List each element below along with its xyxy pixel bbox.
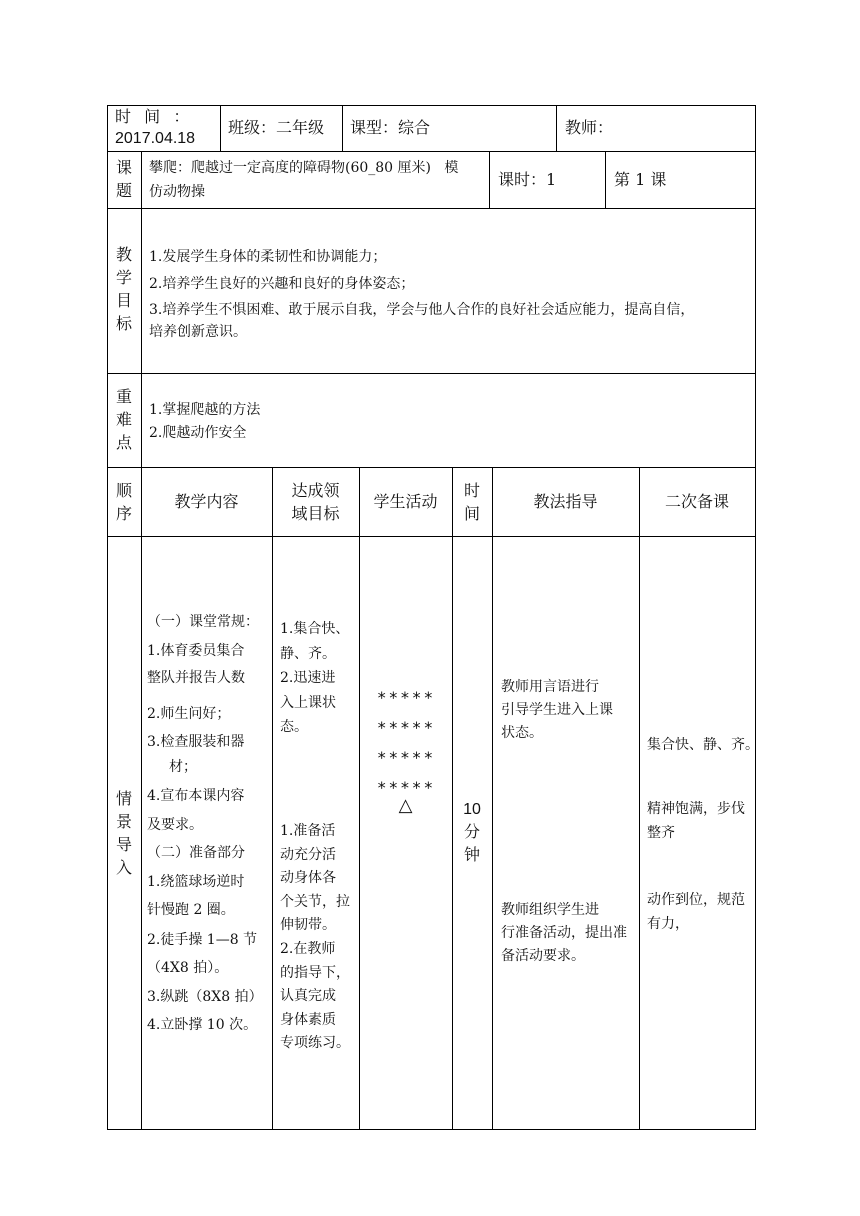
- cell-divider: [342, 105, 343, 151]
- section-name: 情 景 导 入: [115, 789, 132, 877]
- content-line: 整队并报告人数: [147, 670, 245, 686]
- table-border-top: [107, 105, 756, 106]
- cell-divider: [272, 467, 273, 1129]
- goals-label: 教 学 目 标: [115, 245, 132, 333]
- content-line: （4X8 拍）。: [147, 960, 229, 976]
- content-line: 2.徒手操 1—8 节: [147, 932, 258, 948]
- content-line: 针慢跑 2 圈。: [147, 902, 235, 918]
- lesson-type-label: 课型：综合: [350, 118, 431, 137]
- content-line: 2.师生问好；: [147, 706, 231, 722]
- content-line: （二）准备部分: [147, 845, 245, 861]
- cell-divider: [492, 467, 493, 1129]
- content-line: 3.纵跳（8X8 拍）: [147, 989, 263, 1005]
- content-line: 4.立卧撑 10 次。: [147, 1017, 258, 1033]
- cell-divider: [489, 151, 490, 208]
- class-label: 班级：二年级: [228, 118, 325, 137]
- lesson-number: 第 1 课: [614, 170, 667, 189]
- goal-item: 培养创新意识。: [149, 324, 247, 340]
- prep-note-1: 集合快、静、齐。: [647, 737, 759, 753]
- cell-divider: [141, 151, 142, 467]
- keypoint-item: 1.掌握爬越的方法: [149, 402, 261, 418]
- content-line: 及要求。: [147, 817, 203, 833]
- row-divider: [107, 208, 756, 209]
- cell-divider: [605, 151, 606, 208]
- duration: 10 分 钟: [463, 801, 481, 864]
- method-block-1: 教师用言语进行 引导学生进入上课 状态。: [501, 679, 613, 741]
- method-block-2: 教师组织学生进 行准备活动，提出准 备活动要求。: [501, 902, 627, 964]
- content-line: 3.检查服装和器: [147, 734, 245, 750]
- keypoint-item: 2.爬越动作安全: [149, 425, 247, 441]
- cell-divider: [220, 105, 221, 151]
- row-divider: [107, 373, 756, 374]
- goal-item: 2.培养学生良好的兴趣和良好的身体姿态；: [149, 276, 415, 292]
- col-order-header: 顺 序: [115, 481, 132, 523]
- cell-divider: [639, 467, 640, 1129]
- col-prep-header: 二次备课: [664, 492, 729, 511]
- student-formation: ***** ***** ***** *****: [376, 688, 436, 797]
- table-border-right: [755, 105, 756, 1130]
- cell-divider: [141, 467, 142, 1129]
- target-block-2: 1.准备活 动充分活 动身体各 个关节，拉 伸韧带。 2.在教师 的指导下， 认真完成 身体素质 专项练习。: [280, 823, 350, 1052]
- prep-note-3: 动作到位，规范 有力，: [647, 892, 745, 932]
- prep-note-2: 精神饱满，步伐 整齐: [647, 801, 745, 841]
- time-label: 时 间 ：: [115, 107, 191, 126]
- col-target-header: 达成领 域目标: [291, 481, 340, 523]
- topic-text: 攀爬：爬越过一定高度的障碍物(60_80 厘米) 模 仿动物操: [149, 160, 459, 200]
- col-content-header: 教学内容: [174, 492, 239, 511]
- goal-item: 3.培养学生不惧困难、敢于展示自我，学会与他人合作的良好社会适应能力，提高自信，: [149, 302, 695, 318]
- table-border-bottom: [107, 1129, 756, 1130]
- target-block-1: 1.集合快、 静、齐。 2.迅速进 入上课状 态。: [280, 621, 350, 735]
- date-value: 2017.04.18: [115, 130, 196, 147]
- lesson-hours: 课时：1: [498, 170, 557, 189]
- content-line: 4.宣布本课内容: [147, 788, 245, 804]
- topic-label: 课 题: [115, 158, 132, 200]
- row-divider: [107, 467, 756, 468]
- teacher-label: 教师：: [565, 118, 614, 137]
- col-method-header: 教法指导: [533, 492, 598, 511]
- keypoints-label: 重 难 点: [115, 387, 132, 452]
- content-line: 1.绕篮球场逆时: [147, 874, 245, 890]
- col-activity-header: 学生活动: [373, 492, 438, 511]
- goal-item: 1.发展学生身体的柔韧性和协调能力；: [149, 249, 387, 265]
- col-time-header: 时 间: [463, 481, 480, 523]
- row-divider: [107, 151, 756, 152]
- content-line: 1.体育委员集合: [147, 643, 245, 659]
- content-line: 材；: [169, 759, 197, 775]
- teacher-position-mark: △: [398, 795, 413, 816]
- content-line: （一）课堂常规：: [147, 614, 259, 630]
- row-divider: [107, 536, 756, 537]
- cell-divider: [556, 105, 557, 151]
